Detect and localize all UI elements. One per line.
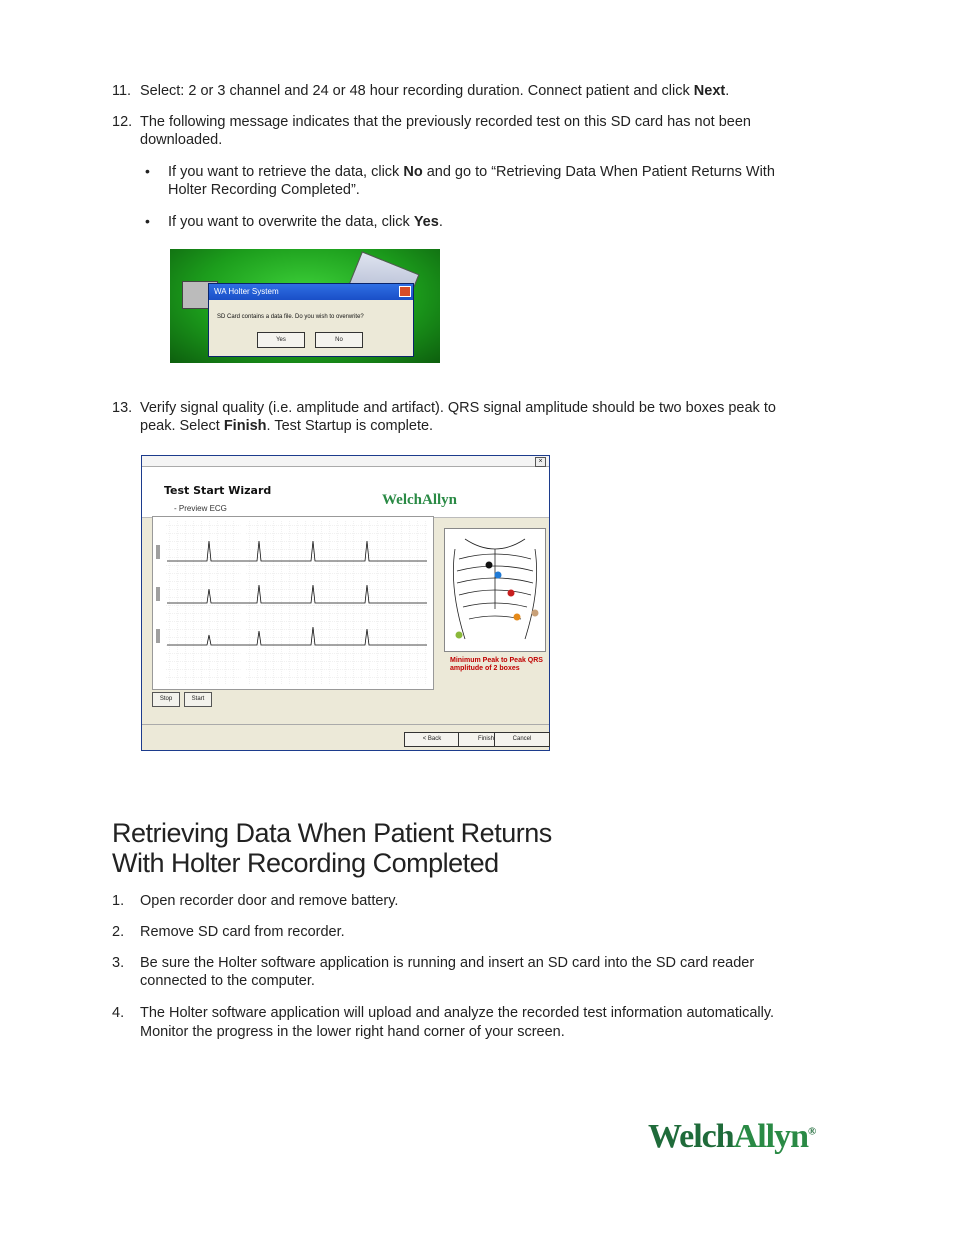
bullet-icon: • (145, 163, 150, 179)
finish-button[interactable]: Finish (458, 732, 514, 747)
bullet-icon: • (145, 213, 150, 229)
electrode-blue (495, 572, 502, 579)
step-number: 11. (112, 83, 132, 99)
wizard-subtitle: - Preview ECG (174, 504, 227, 513)
step-text: Remove SD card from recorder. (140, 924, 345, 940)
electrode-tan (532, 610, 539, 617)
step-number: 3. (112, 955, 125, 971)
wizard-title: Test Start Wizard (164, 484, 272, 497)
step-text: Open recorder door and remove battery. (140, 893, 399, 909)
electrode-black (486, 562, 493, 569)
start-button[interactable]: Start (184, 692, 212, 707)
bullet-text: Holter Recording Completed”. (168, 182, 360, 198)
step-text: Monitor the progress in the lower right hand corner of your screen. (140, 1024, 565, 1040)
amplitude-warning: Minimum Peak to Peak QRS amplitude of 2 boxes (450, 657, 543, 672)
step-number: 4. (112, 1005, 125, 1021)
no-button[interactable]: No (315, 332, 363, 348)
welch-allyn-logo: WelchAllyn® (648, 1118, 816, 1155)
dialog-title: WA Holter System (209, 284, 413, 300)
step-text: The following message indicates that the previously recorded test on this SD card has not been (140, 114, 751, 130)
stop-button[interactable]: Stop (152, 692, 180, 707)
step-number: 13. (112, 400, 133, 416)
electrode-green (456, 632, 463, 639)
step-text: Verify signal quality (i.e. amplitude and artifact). QRS signal amplitude should be two boxes peak to (140, 400, 776, 416)
step-text: connected to the computer. (140, 973, 315, 989)
ecg-preview (152, 516, 434, 690)
wizard-footer-divider (142, 724, 549, 725)
step-number: 1. (112, 893, 125, 909)
overwrite-dialog-screenshot (170, 249, 440, 363)
bullet-text: If you want to overwrite the data, click Yes. (168, 214, 443, 230)
step-text: The Holter software application will upload and analyze the recorded test information automatically. (140, 1005, 775, 1021)
close-icon[interactable] (399, 286, 411, 297)
step-text: Be sure the Holter software application is running and insert an SD card into the SD card reader (140, 955, 755, 971)
electrode-red (508, 590, 515, 597)
back-button[interactable]: < Back (404, 732, 460, 747)
step-text: downloaded. (140, 132, 223, 148)
brand-logo: WelchAllyn (382, 492, 458, 508)
section-heading: Retrieving Data When Patient Returns With Holter Recording Completed (112, 818, 552, 878)
dialog-message: SD Card contains a data file. Do you wish to overwrite? (217, 314, 364, 320)
step-text: Select: 2 or 3 channel and 24 or 48 hour recording duration. Connect patient and click Next. (140, 83, 730, 99)
electrode-orange (514, 614, 521, 621)
test-start-wizard-screenshot (141, 455, 550, 751)
window-titlebar (142, 456, 549, 467)
bullet-text: If you want to retrieve the data, click No and go to “Retrieving Data When Patient Returns With (168, 164, 775, 180)
step-number: 2. (112, 924, 125, 940)
overwrite-dialog (208, 283, 414, 357)
wizard-header (142, 467, 549, 518)
cancel-button[interactable]: Cancel (494, 732, 550, 747)
step-number: 12. (112, 114, 133, 130)
electrode-placement-diagram (444, 528, 546, 652)
step-text: peak. Select Finish. Test Startup is complete. (140, 418, 434, 434)
yes-button[interactable]: Yes (257, 332, 305, 348)
close-icon[interactable]: × (535, 457, 546, 467)
